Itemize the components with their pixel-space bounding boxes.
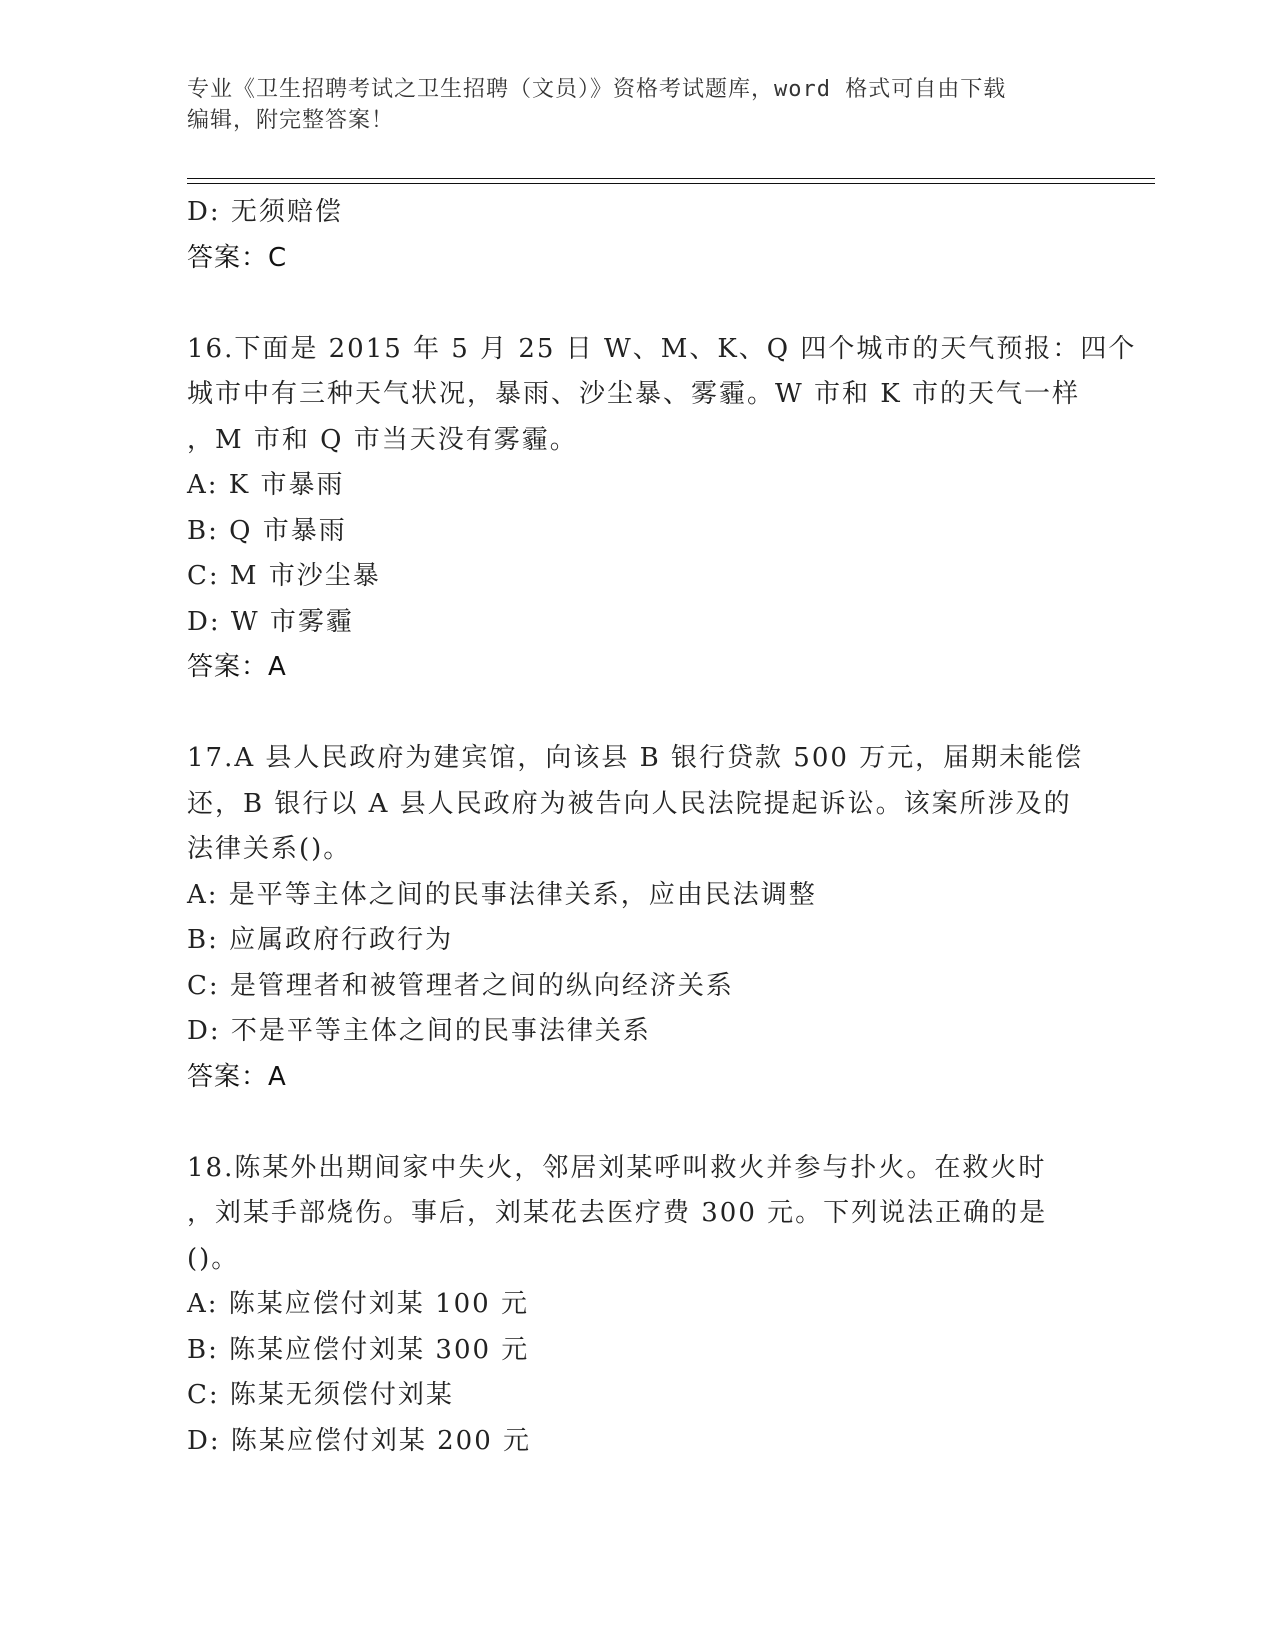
previous-question-tail [187,190,1087,281]
option-a: A: 是平等主体之间的民事法律关系，应由民法调整 [187,879,817,910]
header-divider-bottom [187,183,1155,184]
question-stem-line: 法律关系()。 [187,834,352,864]
question-stem-line: 城市中有三种天气状况，暴雨、沙尘暴、雾霾。W 市和 K 市的天气一样 [187,379,1080,409]
answer-line: 答案：A [187,1061,287,1092]
page-header [187,74,1087,136]
option-a: A: K 市暴雨 [187,470,345,500]
header-divider-top [187,178,1155,179]
question-stem-line: 还，B 银行以 A 县人民政府为被告向人民法院提起诉讼。该案所涉及的 [187,788,1072,819]
option-d: D: 无须赔偿 [187,197,343,227]
spacer [187,281,1087,327]
option-d: D: 陈某应偿付刘某 200 元 [187,1425,532,1456]
option-c: C: 是管理者和被管理者之间的纵向经济关系 [187,970,734,1001]
question-stem-line: ，刘某手部烧伤。事后，刘某花去医疗费 300 元。下列说法正确的是 [187,1198,1048,1228]
option-b: B: 应属政府行政行为 [187,925,454,955]
header-line-1: 专业《卫生招聘考试之卫生招聘（文员）》资格考试题库，word 格式可自由下载 [187,77,1007,102]
option-d: D: 不是平等主体之间的民事法律关系 [187,1016,651,1046]
document-body [187,190,1137,1464]
spacer [187,691,1087,737]
option-d: D: W 市雾霾 [187,606,354,637]
option-c: C: M 市沙尘暴 [187,561,381,591]
question-stem-line: ，M 市和 Q 市当天没有雾霾。 [187,424,578,455]
question-stem-line: 16.下面是 2015 年 5 月 25 日 W、M、K、Q 四个城市的天气预报：四个 [187,333,1137,364]
answer-line: 答案：A [187,652,287,682]
answer-line: 答案：C [187,242,288,273]
question-stem-line: ()。 [187,1243,240,1274]
question-stem-line: 18.陈某外出期间家中失火，邻居刘某呼叫救火并参与扑火。在救火时 [187,1152,1047,1183]
spacer [187,1100,1087,1146]
question-16 [187,327,1137,691]
question-17 [187,736,1087,1100]
question-stem-line: 17.A 县人民政府为建宾馆，向该县 B 银行贷款 500 万元，届期未能偿 [187,743,1084,773]
option-c: C: 陈某无须偿付刘某 [187,1380,454,1410]
option-b: B: 陈某应偿付刘某 300 元 [187,1334,530,1365]
question-18 [187,1146,1087,1465]
option-a: A: 陈某应偿付刘某 100 元 [187,1289,529,1319]
option-b: B: Q 市暴雨 [187,515,347,546]
header-line-2: 编辑，附完整答案！ [187,108,395,133]
